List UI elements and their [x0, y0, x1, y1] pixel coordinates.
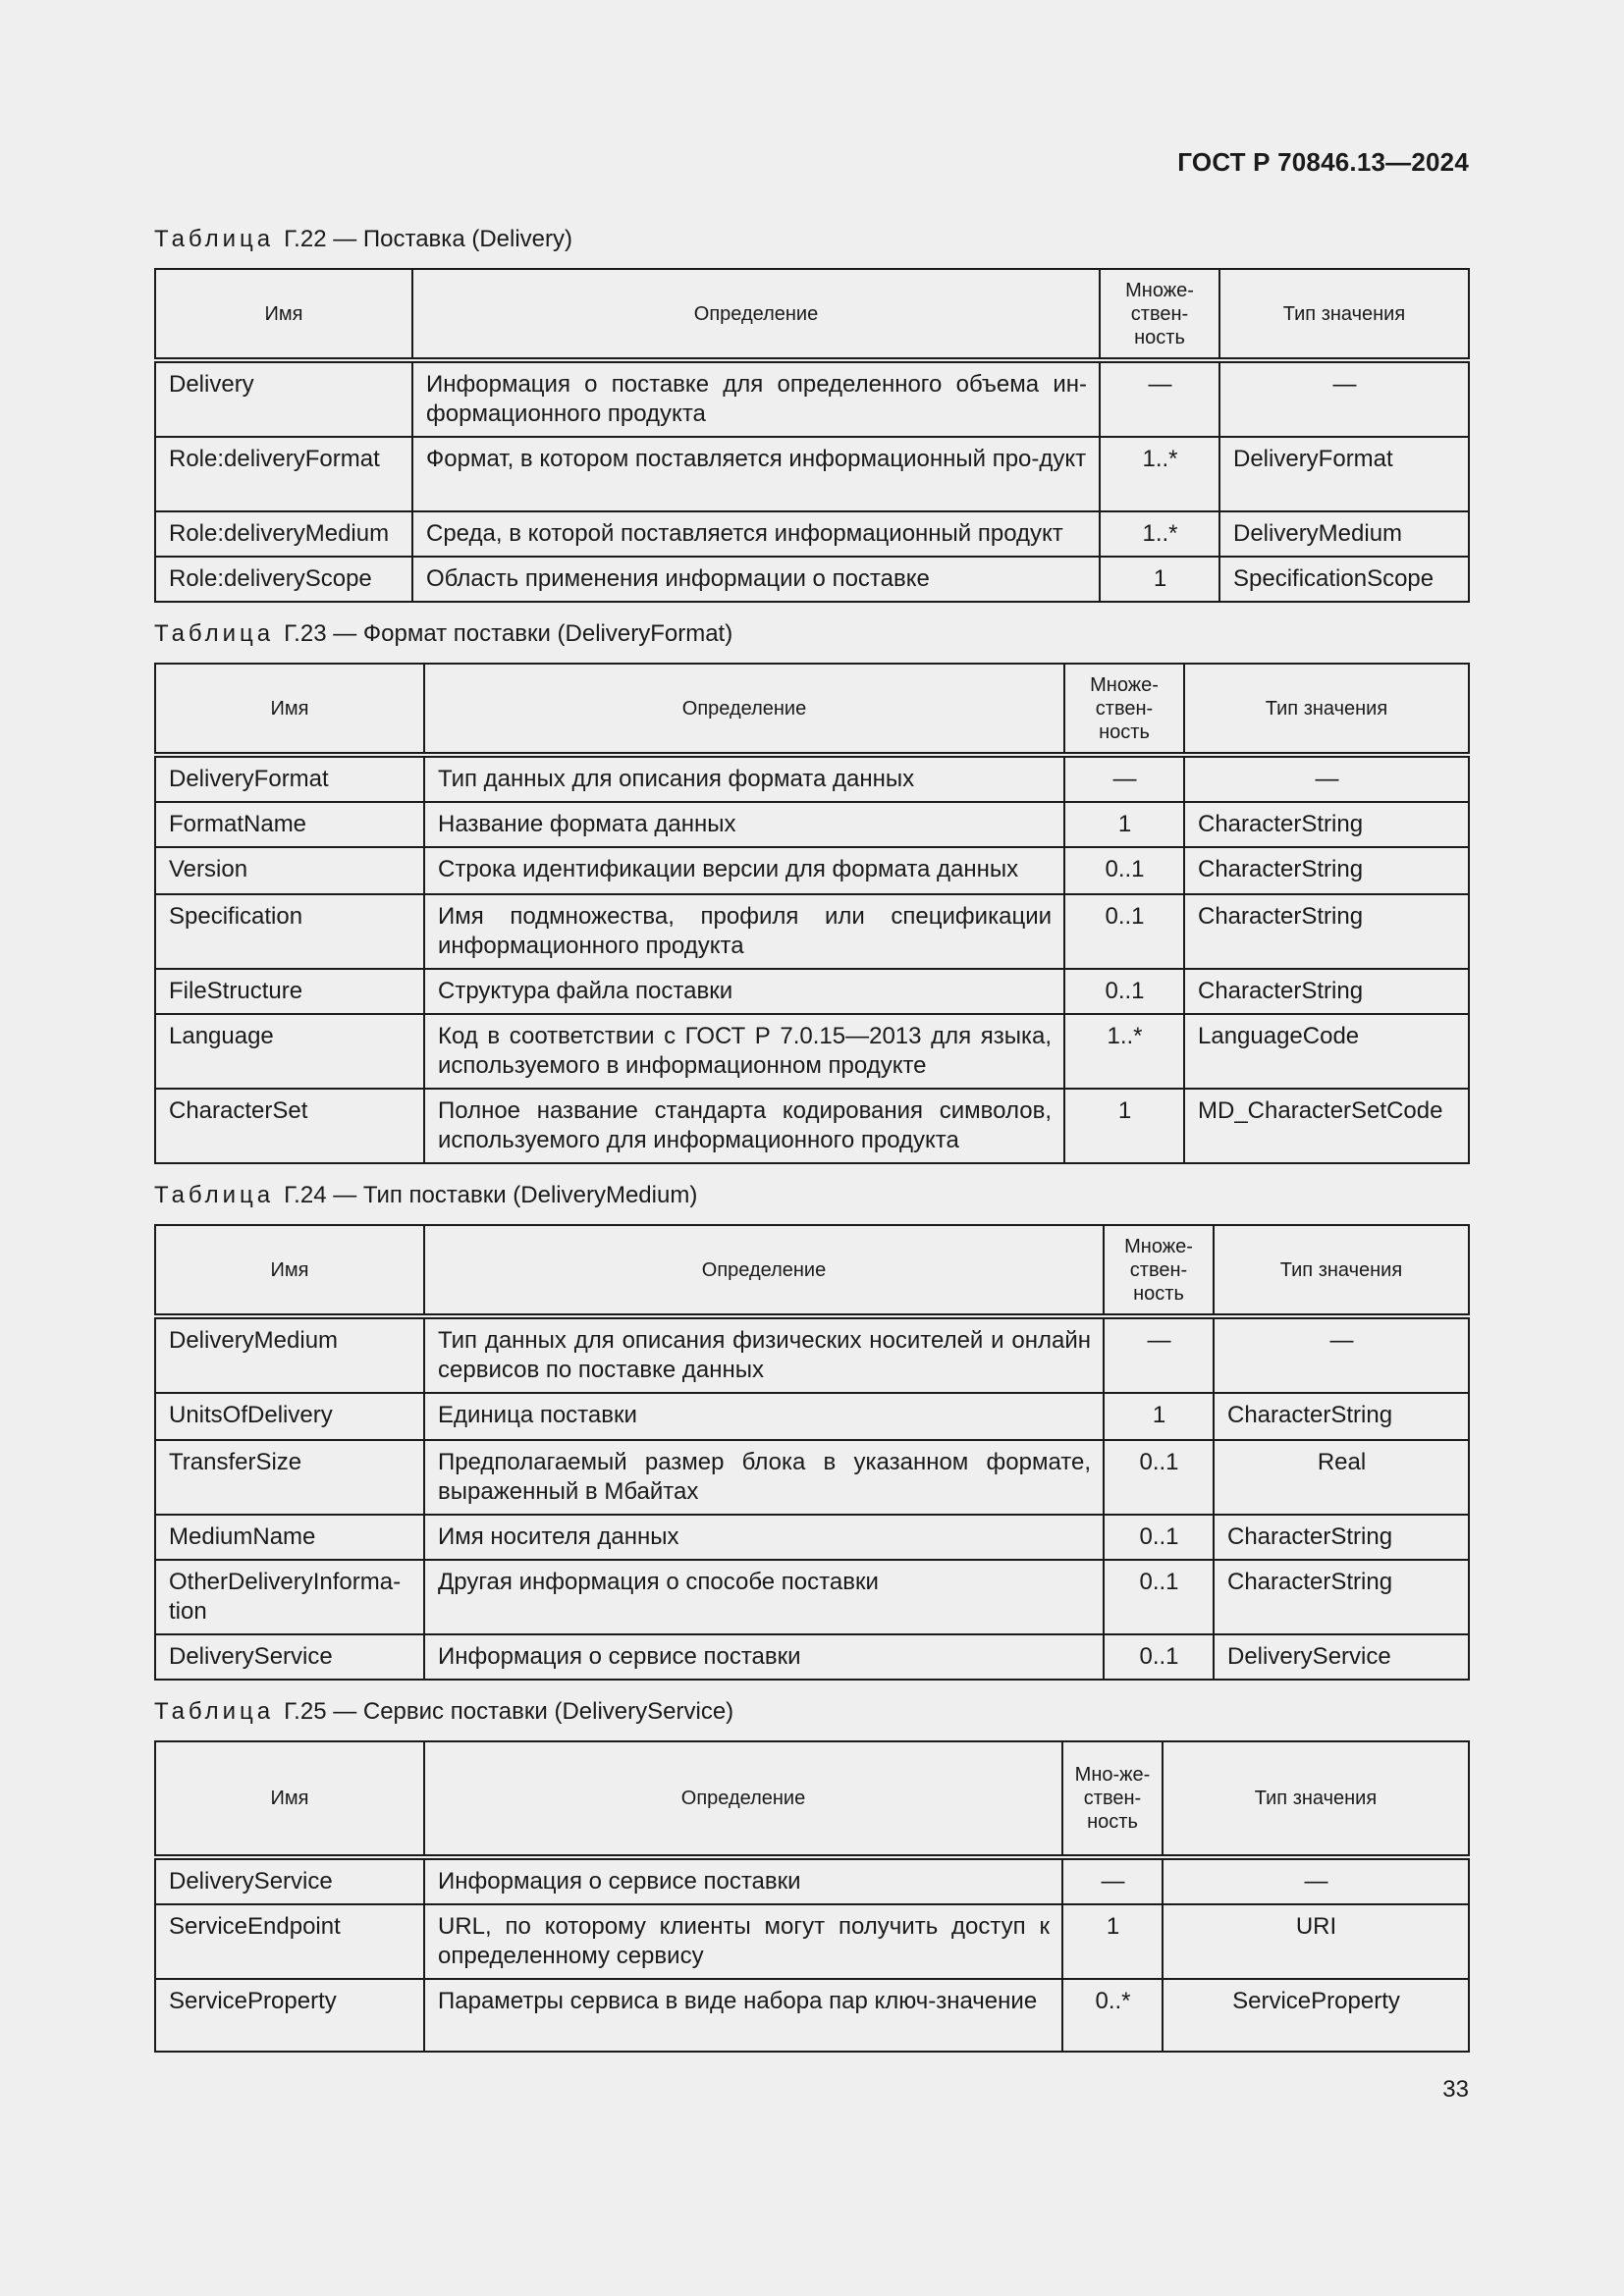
cell-value-type: CharacterString — [1214, 1393, 1469, 1440]
data-table — [154, 663, 1470, 1164]
table-row — [155, 969, 1469, 1014]
cell-definition: Тип данных для описания физических носителей и онлайн сервисов по поставке данных — [424, 1316, 1104, 1393]
cell-value-type: — — [1219, 360, 1469, 437]
cell-value-type: Real — [1214, 1440, 1469, 1515]
cell-name: Specification — [155, 894, 424, 969]
cell-name: DeliveryMedium — [155, 1316, 424, 1393]
table-row — [155, 1393, 1469, 1440]
data-table — [154, 1740, 1470, 2053]
header-multiplicity: Множе-ствен-ность — [1100, 269, 1219, 360]
header-value-type: Тип значения — [1219, 269, 1469, 360]
cell-definition: Область применения информации о поставке — [412, 557, 1100, 602]
cell-value-type: — — [1214, 1316, 1469, 1393]
cell-name: Delivery — [155, 360, 412, 437]
cell-definition: Тип данных для описания формата данных — [424, 755, 1064, 802]
cell-value-type: CharacterString — [1184, 802, 1469, 847]
header-name: Имя — [155, 1225, 424, 1316]
table-row — [155, 437, 1469, 511]
table-caption-text: Г.24 — Тип поставки (DeliveryMedium) — [284, 1182, 698, 1208]
table-caption — [154, 1182, 697, 1209]
table-header-row — [155, 1225, 1469, 1316]
header-definition: Определение — [424, 1741, 1062, 1857]
document-code-header: ГОСТ Р 70846.13—2024 — [1177, 147, 1469, 177]
cell-multiplicity: 1 — [1064, 802, 1184, 847]
cell-value-type: — — [1184, 755, 1469, 802]
table-row — [155, 1089, 1469, 1163]
header-name: Имя — [155, 664, 424, 755]
cell-value-type: CharacterString — [1184, 847, 1469, 894]
cell-name: MediumName — [155, 1515, 424, 1560]
table-row — [155, 802, 1469, 847]
cell-multiplicity: — — [1064, 755, 1184, 802]
cell-definition: Среда, в которой поставляется информационный продукт — [412, 511, 1100, 557]
table-header-row — [155, 664, 1469, 755]
cell-definition: Формат, в котором поставляется информационный про-дукт — [412, 437, 1100, 511]
cell-value-type: DeliveryService — [1214, 1634, 1469, 1680]
cell-multiplicity: 1 — [1062, 1904, 1163, 1979]
cell-name: CharacterSet — [155, 1089, 424, 1163]
cell-value-type: CharacterString — [1214, 1515, 1469, 1560]
table-row — [155, 1904, 1469, 1979]
cell-multiplicity: 0..1 — [1064, 969, 1184, 1014]
cell-definition: Код в соответствии с ГОСТ Р 7.0.15—2013 для языка, используемого в информационном продукте — [424, 1014, 1064, 1089]
table-row — [155, 511, 1469, 557]
cell-definition: Полное название стандарта кодирования символов, используемого для информационного продукта — [424, 1089, 1064, 1163]
cell-multiplicity: 1..* — [1100, 511, 1219, 557]
cell-value-type: DeliveryMedium — [1219, 511, 1469, 557]
data-table — [154, 268, 1470, 603]
cell-multiplicity: 1..* — [1064, 1014, 1184, 1089]
cell-value-type: — — [1163, 1857, 1469, 1904]
cell-name: UnitsOfDelivery — [155, 1393, 424, 1440]
table-row — [155, 1857, 1469, 1904]
header-value-type: Тип значения — [1163, 1741, 1469, 1857]
table-row — [155, 755, 1469, 802]
table-caption-label: Таблица — [154, 226, 275, 252]
table-caption-label: Таблица — [154, 1182, 275, 1208]
cell-multiplicity: 1 — [1100, 557, 1219, 602]
cell-multiplicity: 0..1 — [1064, 847, 1184, 894]
cell-value-type: SpecificationScope — [1219, 557, 1469, 602]
table-header-row — [155, 269, 1469, 360]
cell-name: FormatName — [155, 802, 424, 847]
table-row — [155, 1515, 1469, 1560]
cell-value-type: ServiceProperty — [1163, 1979, 1469, 2052]
cell-multiplicity: 0..* — [1062, 1979, 1163, 2052]
header-value-type: Тип значения — [1184, 664, 1469, 755]
table-caption-text: Г.22 — Поставка (Delivery) — [284, 226, 573, 252]
cell-value-type: CharacterString — [1214, 1560, 1469, 1634]
cell-multiplicity: 0..1 — [1104, 1560, 1214, 1634]
header-multiplicity: Множе-ствен-ность — [1064, 664, 1184, 755]
header-multiplicity: Мно-же-ствен-ность — [1062, 1741, 1163, 1857]
header-name: Имя — [155, 269, 412, 360]
cell-name: Role:deliveryScope — [155, 557, 412, 602]
cell-definition: Параметры сервиса в виде набора пар ключ-значение — [424, 1979, 1062, 2052]
cell-name: Role:deliveryFormat — [155, 437, 412, 511]
cell-name: Role:deliveryMedium — [155, 511, 412, 557]
cell-value-type: LanguageCode — [1184, 1014, 1469, 1089]
cell-multiplicity: — — [1104, 1316, 1214, 1393]
header-definition: Определение — [424, 664, 1064, 755]
cell-definition: Название формата данных — [424, 802, 1064, 847]
table-row — [155, 557, 1469, 602]
table-row — [155, 360, 1469, 437]
cell-definition: Строка идентификации версии для формата данных — [424, 847, 1064, 894]
cell-name: DeliveryService — [155, 1634, 424, 1680]
table-caption — [154, 620, 732, 648]
table-row — [155, 1634, 1469, 1680]
page-number: 33 — [1442, 2076, 1469, 2103]
cell-name: DeliveryService — [155, 1857, 424, 1904]
cell-name: FileStructure — [155, 969, 424, 1014]
table-caption-text: Г.25 — Сервис поставки (DeliveryService) — [284, 1698, 734, 1725]
cell-value-type: DeliveryFormat — [1219, 437, 1469, 511]
cell-name: TransferSize — [155, 1440, 424, 1515]
cell-definition: Имя носителя данных — [424, 1515, 1104, 1560]
cell-value-type: CharacterString — [1184, 969, 1469, 1014]
table-row — [155, 1316, 1469, 1393]
cell-definition: Структура файла поставки — [424, 969, 1064, 1014]
cell-definition: Единица поставки — [424, 1393, 1104, 1440]
table-caption-text: Г.23 — Формат поставки (DeliveryFormat) — [284, 620, 733, 647]
cell-definition: Имя подмножества, профиля или спецификации информационного продукта — [424, 894, 1064, 969]
table-caption — [154, 226, 572, 253]
cell-multiplicity: 1 — [1104, 1393, 1214, 1440]
table-row — [155, 1014, 1469, 1089]
cell-multiplicity: — — [1100, 360, 1219, 437]
cell-name: Language — [155, 1014, 424, 1089]
cell-definition: Другая информация о способе поставки — [424, 1560, 1104, 1634]
cell-multiplicity: 0..1 — [1064, 894, 1184, 969]
header-definition: Определение — [412, 269, 1100, 360]
header-definition: Определение — [424, 1225, 1104, 1316]
cell-multiplicity: — — [1062, 1857, 1163, 1904]
table-header-row — [155, 1741, 1469, 1857]
cell-name: ServiceEndpoint — [155, 1904, 424, 1979]
table-caption — [154, 1698, 733, 1726]
cell-multiplicity: 1 — [1064, 1089, 1184, 1163]
cell-name: DeliveryFormat — [155, 755, 424, 802]
cell-definition: Предполагаемый размер блока в указанном формате, выраженный в Мбайтах — [424, 1440, 1104, 1515]
data-table — [154, 1224, 1470, 1681]
cell-name: ServiceProperty — [155, 1979, 424, 2052]
table-row — [155, 1979, 1469, 2052]
cell-multiplicity: 0..1 — [1104, 1515, 1214, 1560]
cell-value-type: MD_CharacterSetCode — [1184, 1089, 1469, 1163]
header-name: Имя — [155, 1741, 424, 1857]
cell-value-type: CharacterString — [1184, 894, 1469, 969]
cell-multiplicity: 0..1 — [1104, 1440, 1214, 1515]
cell-definition: Информация о сервисе поставки — [424, 1634, 1104, 1680]
cell-multiplicity: 0..1 — [1104, 1634, 1214, 1680]
cell-name: OtherDeliveryInforma-tion — [155, 1560, 424, 1634]
cell-multiplicity: 1..* — [1100, 437, 1219, 511]
table-row — [155, 847, 1469, 894]
table-row — [155, 894, 1469, 969]
cell-value-type: URI — [1163, 1904, 1469, 1979]
header-value-type: Тип значения — [1214, 1225, 1469, 1316]
cell-definition: URL, по которому клиенты могут получить доступ к определенному сервису — [424, 1904, 1062, 1979]
cell-name: Version — [155, 847, 424, 894]
table-row — [155, 1440, 1469, 1515]
cell-definition: Информация о сервисе поставки — [424, 1857, 1062, 1904]
cell-definition: Информация о поставке для определенного объема ин-формационного продукта — [412, 360, 1100, 437]
table-caption-label: Таблица — [154, 1698, 275, 1725]
table-caption-label: Таблица — [154, 620, 275, 647]
table-row — [155, 1560, 1469, 1634]
header-multiplicity: Множе-ствен-ность — [1104, 1225, 1214, 1316]
